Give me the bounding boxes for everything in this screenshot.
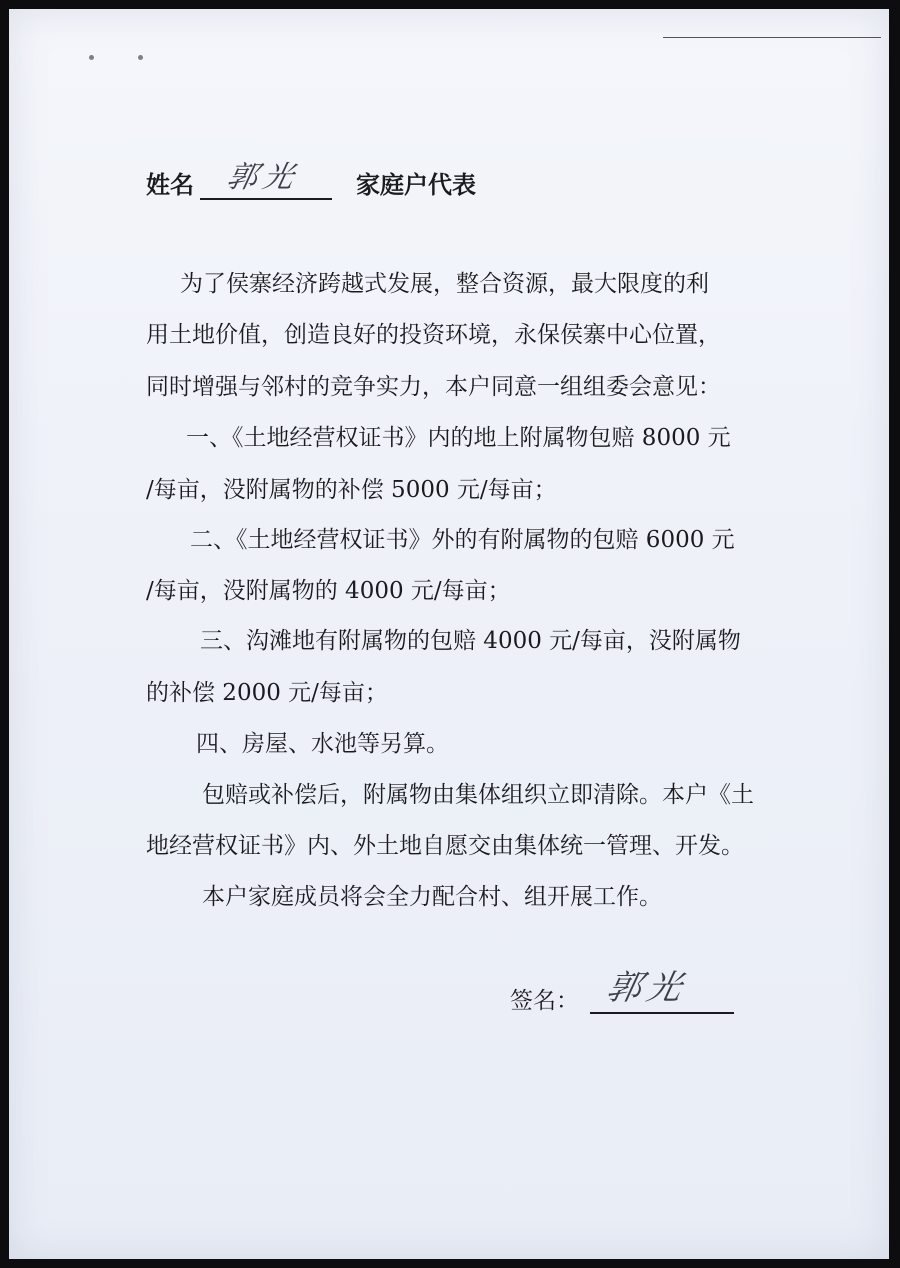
closing-line: 本户家庭成员将会全力配合村、组开展工作。 <box>202 884 662 910</box>
clearance-line: 地经营权证书》内、外土地自愿交由集体统一管理、开发。 <box>146 833 744 859</box>
item-3-line: 三、沟滩地有附属物的包赔 4000 元/每亩，没附属物 <box>200 628 741 654</box>
item-2-line: 二、《土地经营权证书》外的有附属物的包赔 6000 元 <box>190 527 735 553</box>
punch-hole <box>138 55 143 60</box>
name-blank-line <box>200 198 332 200</box>
intro-line: 同时增强与邻村的竞争实力，本户同意一组组委会意见： <box>146 374 721 400</box>
item-1-line: /每亩，没附属物的补偿 5000 元/每亩； <box>146 477 557 503</box>
clearance-line: 包赔或补偿后，附属物由集体组织立即清除。本户《土 <box>202 782 754 808</box>
intro-line: 为了侯寨经济跨越式发展，整合资源，最大限度的利 <box>180 271 709 297</box>
top-rule <box>663 37 881 38</box>
punch-hole <box>89 55 94 60</box>
handwritten-name: 郭光 <box>223 160 303 195</box>
name-label: 姓名 <box>146 171 194 199</box>
item-1-line: 一、《土地经营权证书》内的地上附属物包赔 8000 元 <box>186 425 731 451</box>
household-role-label: 家庭户代表 <box>356 171 476 199</box>
handwritten-signature: 郭光 <box>603 968 692 1008</box>
item-4-line: 四、房屋、水池等另算。 <box>196 731 449 757</box>
signature-blank-line <box>590 1012 734 1014</box>
item-3-line: 的补偿 2000 元/每亩； <box>146 680 388 706</box>
signature-label: 签名： <box>510 988 579 1014</box>
intro-line: 用土地价值，创造良好的投资环境，永保侯寨中心位置， <box>146 322 721 348</box>
item-2-line: /每亩，没附属物的 4000 元/每亩； <box>146 578 511 604</box>
